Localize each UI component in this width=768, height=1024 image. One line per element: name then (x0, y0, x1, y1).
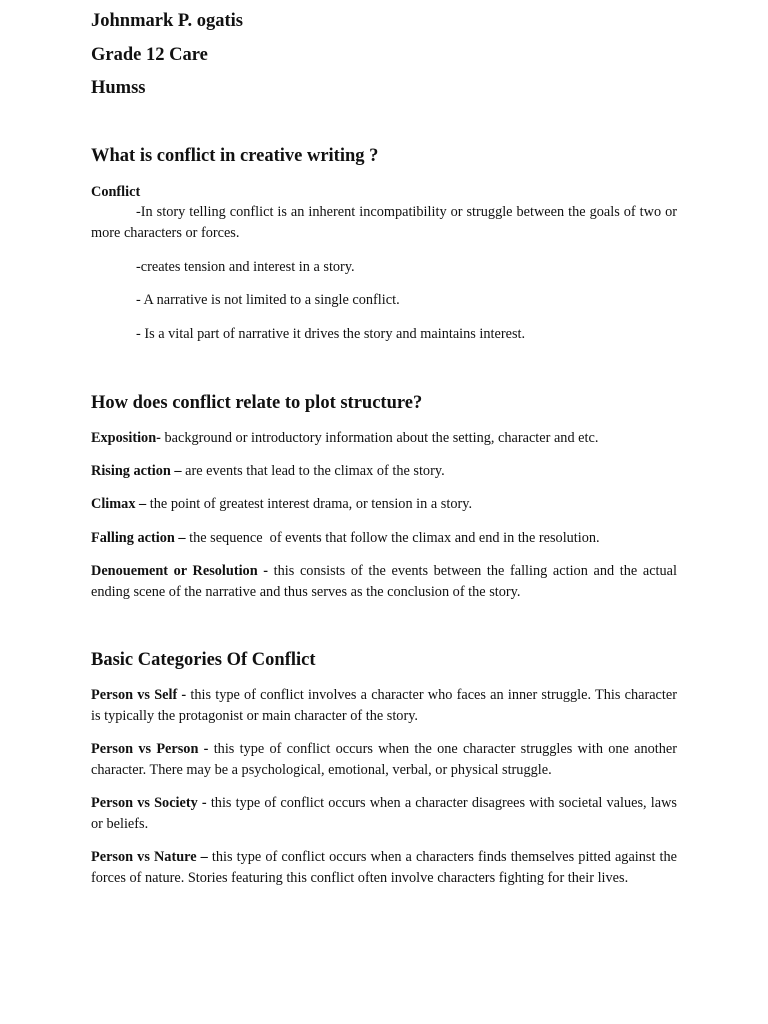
conflict-point: - Is a vital part of narrative it drives the story and maintains interest. (136, 326, 526, 342)
category-term: Person vs Person - (91, 741, 209, 757)
conflict-point: -creates tension and interest in a story. (136, 259, 355, 275)
plot-text: the sequence of events that follow the climax and end in the resolution. (185, 530, 600, 546)
category-person-vs-person (91, 739, 677, 780)
category-text: this type of conflict occurs when a character disagrees with societal values, laws or beliefs. (91, 795, 677, 832)
plot-item-climax (91, 494, 472, 515)
author-name: Johnmark P. ogatis (91, 11, 243, 31)
plot-item-falling-action (91, 528, 600, 549)
plot-term: Denouement or Resolution - (91, 563, 269, 579)
category-person-vs-nature (91, 847, 677, 888)
conflict-point: - A narrative is not limited to a single conflict. (136, 292, 400, 308)
strand-label: Humss (91, 78, 146, 98)
conflict-term: Conflict (91, 184, 141, 200)
category-text: this type of conflict involves a character who faces an inner struggle. This character is typically the protagonist or main character of the story. (91, 687, 677, 724)
category-term: Person vs Society - (91, 795, 207, 811)
grade-section: Grade 12 Care (91, 45, 208, 65)
category-person-vs-self (91, 685, 677, 726)
plot-term: Rising action – (91, 463, 182, 479)
conflict-definition-text: -In story telling conflict is an inherent incompatibility or struggle between the goals of two or more characters or forces. (91, 204, 677, 241)
category-term: Person vs Self - (91, 687, 187, 703)
plot-item-denouement (91, 561, 677, 602)
category-text: this type of conflict occurs when the one character struggles with one another character. There may be a psychological, emotional, verbal, or physical struggle. (91, 741, 677, 778)
section-heading-plot-structure: How does conflict relate to plot structure? (91, 393, 423, 413)
plot-text: background or introductory information about the setting, character and etc. (160, 430, 599, 446)
plot-text: this consists of the events between the falling action and the actual ending scene of the narrative and thus serves as the conclusion of the story. (91, 563, 677, 600)
plot-term: Falling action – (91, 530, 186, 546)
plot-item-rising-action (91, 461, 445, 482)
category-person-vs-society (91, 793, 677, 834)
plot-item-exposition (91, 428, 598, 449)
conflict-definition (91, 202, 677, 243)
section-heading-categories: Basic Categories Of Conflict (91, 650, 316, 670)
plot-term: Exposition- (91, 430, 161, 446)
category-term: Person vs Nature – (91, 849, 208, 865)
plot-text: are events that lead to the climax of the story. (181, 463, 445, 479)
category-text: this type of conflict occurs when a characters finds themselves pitted against the forces of nature. Stories featuring this conflict often involve characters fighting for their lives. (91, 849, 677, 886)
section-heading-conflict: What is conflict in creative writing ? (91, 146, 379, 166)
plot-term: Climax – (91, 496, 147, 512)
plot-text: the point of greatest interest drama, or tension in a story. (146, 496, 473, 512)
